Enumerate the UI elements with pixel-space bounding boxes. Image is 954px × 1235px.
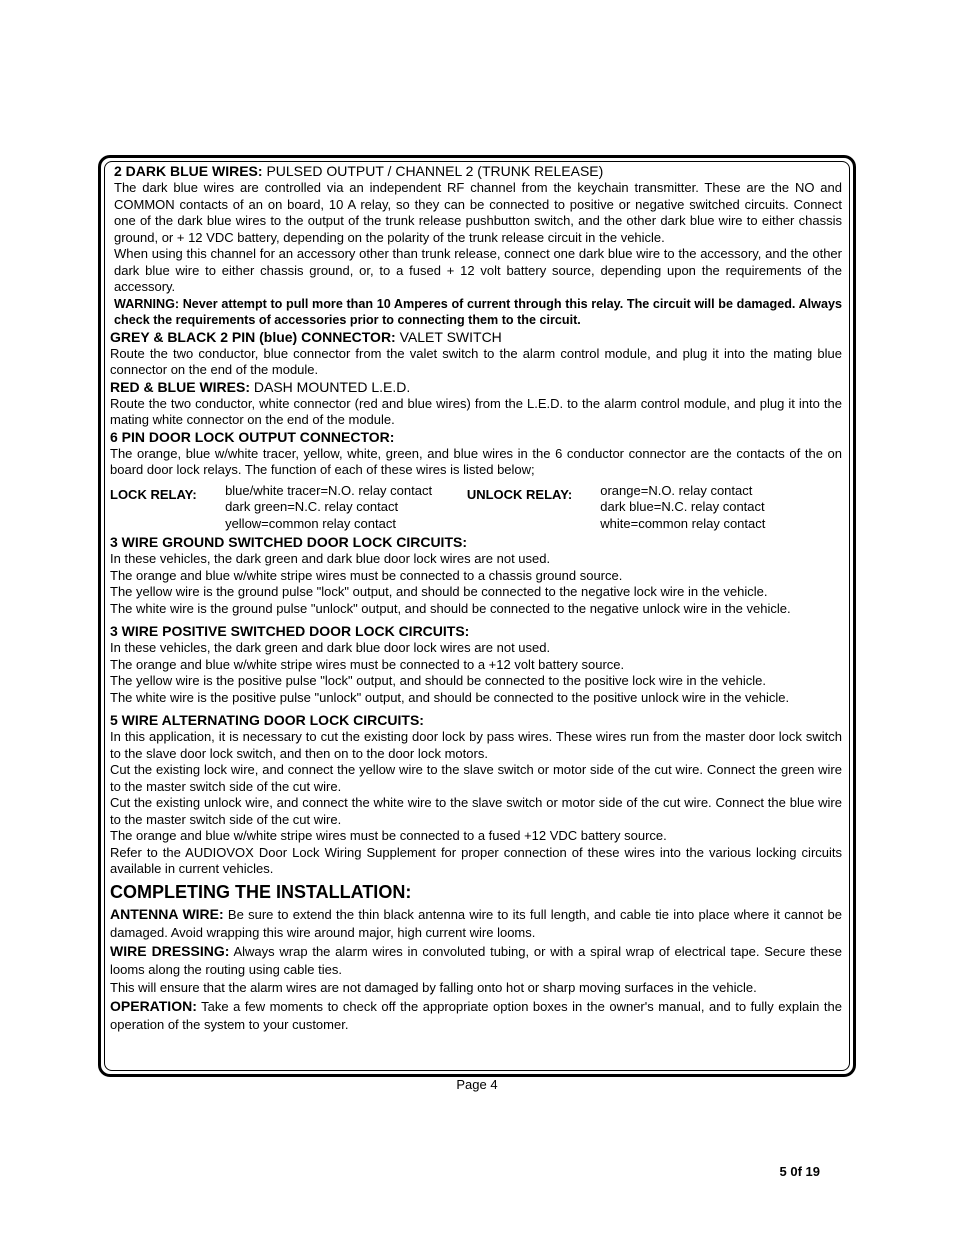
paragraph: This will ensure that the alarm wires are not damaged by falling onto hot or sharp moving surfaces in the vehicle. [110, 979, 757, 995]
section-title: COMPLETING THE INSTALLATION: [110, 881, 412, 902]
dressing-lead: WIRE DRESSING: [110, 942, 230, 959]
heading-subtitle: VALET SWITCH [395, 328, 502, 345]
section-heading [110, 379, 842, 396]
paragraph: In these vehicles, the dark green and dark blue door lock wires are not used. [110, 640, 551, 655]
section-valet-switch [110, 329, 842, 379]
antenna-text: Be sure to extend the thin black antenna wire to its full length, and cable tie into place where it cannot be damaged. Avoid wrapping this wire around major, high current wire looms. [110, 906, 842, 940]
section-dark-blue-wires [110, 163, 842, 329]
lock-relay-label: LOCK RELAY: [110, 486, 197, 502]
contact-line: blue/white tracer=N.O. relay contact [225, 482, 433, 498]
paragraph: The orange, blue w/white tracer, yellow, white, green, and blue wires in the 6 conductor connector are the contacts of the on board door lock relays. The function of each of these wires is listed below; [110, 445, 842, 477]
heading-subtitle: PULSED OUTPUT / CHANNEL 2 (TRUNK RELEASE) [262, 163, 604, 179]
section-heading: 6 PIN DOOR LOCK OUTPUT CONNECTOR: [110, 428, 395, 445]
heading-title: RED & BLUE WIRES: [110, 378, 250, 395]
section-ground-switched [110, 534, 842, 617]
paragraph: Cut the existing lock wire, and connect the yellow wire to the slave switch or motor side of the cut wire. Connect the green wire to the master switch side of the cut wire. [110, 762, 842, 794]
contact-line: dark green=N.C. relay contact [225, 499, 399, 514]
contact-line: white=common relay contact [600, 515, 766, 531]
paragraph: The yellow wire is the positive pulse "lock" output, and should be connected to the positive lock wire in the vehicle. [110, 673, 766, 688]
paragraph: The white wire is the positive pulse "unlock" output, and should be connected to the positive unlock wire in the vehicle. [110, 689, 790, 705]
section-door-lock-output [110, 429, 842, 533]
section-led [110, 379, 842, 429]
section-heading: 3 WIRE POSITIVE SWITCHED DOOR LOCK CIRCUITS: [110, 623, 470, 639]
paragraph: The orange and blue w/white stripe wires must be connected to a +12 volt battery source. [110, 656, 625, 672]
section-positive-switched [110, 623, 842, 706]
section-heading: 3 WIRE GROUND SWITCHED DOOR LOCK CIRCUITS: [110, 534, 467, 550]
page-number: Page 4 [456, 1077, 498, 1092]
warning-text: WARNING: Never attempt to pull more than 10 Amperes of current through this relay. The circuit will be damaged. Always check the requirements of accessories prior to connecting them to the circuit. [114, 296, 842, 327]
paragraph [110, 942, 842, 979]
heading-title: 2 DARK BLUE WIRES: [114, 163, 263, 179]
paragraph: The orange and blue w/white stripe wires must be connected to a chassis ground source. [110, 567, 623, 583]
paragraph: Cut the existing unlock wire, and connect the white wire to the slave switch or motor side of the cut wire. Connect the blue wire to the master switch side of the cut wire. [110, 795, 842, 827]
operation-text: Take a few moments to check off the appropriate option boxes in the owner's manual, and to fully explain the operation of the system to your customer. [110, 998, 842, 1032]
dressing-text: Always wrap the alarm wires in convoluted tubing, or with a spiral wrap of electrical tape. Secure these looms along the routing using cable ties. [110, 943, 842, 977]
paragraph: The dark blue wires are controlled via an independent RF channel from the keychain transmitter. These are the NO and COMMON contacts of an on board, 10 A relay, so they can be connected to positive or negative switched circuits. Connect one of the dark blue wires to the output of the trunk release pushbutton switch, and the other dark blue wire to either chassis ground, or + 12 VDC battery, depending on the polarity of the trunk release circuit in the vehicle. [114, 180, 842, 245]
paragraph: The yellow wire is the ground pulse "lock" output, and should be connected to the negative lock wire in the vehicle. [110, 584, 768, 599]
sheet-number: 5 0f 19 [779, 1164, 820, 1179]
paragraph: Route the two conductor, blue connector from the valet switch to the alarm control module, and plug it into the mating blue connector on the end of the module. [110, 345, 842, 377]
lock-relay-contacts [225, 483, 467, 533]
paragraph: Route the two conductor, white connector (red and blue wires) from the L.E.D. to the alarm control module, and plug it into the mating white connector on the end of the module. [110, 395, 842, 427]
heading-title: GREY & BLACK 2 PIN (blue) CONNECTOR: [110, 328, 396, 345]
paragraph: In these vehicles, the dark green and dark blue door lock wires are not used. [110, 551, 551, 566]
paragraph: The orange and blue w/white stripe wires must be connected to a fused +12 VDC battery source. [110, 828, 667, 843]
section-heading: 5 WIRE ALTERNATING DOOR LOCK CIRCUITS: [110, 712, 424, 728]
relay-table [110, 483, 842, 533]
section-heading [110, 329, 842, 346]
section-alternating [110, 712, 842, 878]
contact-line: orange=N.O. relay contact [600, 482, 753, 498]
section-completing [110, 881, 842, 1034]
paragraph: When using this channel for an accessory other than trunk release, connect one dark blue wire to the accessory, and the other dark blue wire to either chassis ground, or, to a fused + 12 volt battery source, depending upon the requirements of the accessory. [114, 246, 842, 294]
paragraph [110, 905, 842, 942]
unlock-relay-label: UNLOCK RELAY: [466, 486, 573, 502]
document-body [110, 163, 842, 1034]
paragraph: The white wire is the ground pulse "unlock" output, and should be connected to the negative unlock wire in the vehicle. [110, 600, 791, 616]
operation-lead: OPERATION: [110, 997, 197, 1014]
unlock-relay-contacts [600, 483, 842, 533]
heading-subtitle: DASH MOUNTED L.E.D. [250, 378, 411, 395]
paragraph [110, 997, 842, 1034]
contact-line: dark blue=N.C. relay contact [600, 499, 765, 514]
contact-line: yellow=common relay contact [225, 515, 396, 531]
paragraph: In this application, it is necessary to cut the existing door lock by pass wires. These wires run from the master door lock switch to the slave door lock switch, and then on to the door lock motors. [110, 729, 842, 761]
antenna-lead: ANTENNA WIRE: [110, 905, 224, 922]
paragraph: Refer to the AUDIOVOX Door Lock Wiring Supplement for proper connection of these wires into the various locking circuits available in current vehicles. [110, 844, 842, 876]
section-heading [114, 163, 842, 180]
